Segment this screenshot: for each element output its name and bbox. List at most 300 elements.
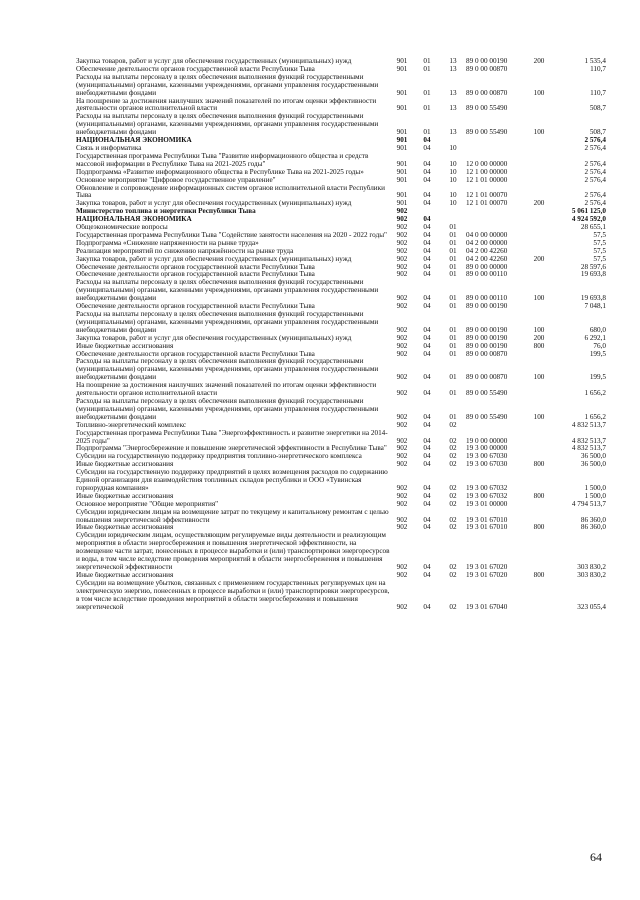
expense-name-cell: Иные бюджетные ассигнования	[76, 461, 174, 469]
expense-type-cell: 800	[533, 342, 545, 350]
expense-type-cell	[528, 224, 550, 232]
table-row	[76, 501, 606, 509]
section-code-cell: 01	[423, 65, 431, 73]
expense-type-cell	[528, 240, 550, 248]
department-code-cell: 901	[396, 128, 408, 137]
expense-name-cell: Расходы на выплаты персоналу в целях обеспечения выполнения функций государственными (муниципальными) органами, казенными учреждениями, органами управления государственными внебюджетными фондами	[76, 311, 379, 334]
department-code-cell: 902	[396, 224, 408, 232]
amount-cell: 303 830,2	[577, 563, 606, 571]
expense-type-cell	[528, 430, 550, 446]
expense-type-cell	[528, 185, 550, 201]
table-row	[76, 524, 606, 532]
section-code-cell: 04	[423, 137, 431, 145]
target-article-cell	[466, 137, 528, 145]
expense-name-cell: Закупка товаров, работ и услуг для обеспечения государственных (муниципальных) нужд	[76, 334, 352, 342]
expense-type-cell	[528, 469, 550, 493]
amount-cell: 2 576,4	[584, 159, 606, 168]
department-code-cell: 902	[396, 325, 408, 334]
table-row	[76, 461, 606, 469]
target-article-cell: 89 0 00 00870	[466, 350, 508, 358]
expense-type-cell	[528, 169, 550, 177]
target-article-cell: 89 0 00 00870	[466, 373, 508, 382]
table-row	[76, 137, 606, 145]
amount-cell: 680,0	[589, 325, 606, 334]
expense-name-cell: Подпрограмма "Энергосбережение и повышение энергетической эффективности в Республике Тыва"	[76, 445, 387, 453]
table-row	[76, 445, 606, 453]
expense-type-cell	[528, 153, 550, 169]
expense-name-cell: Обеспечение деятельности органов государственной власти Республики Тыва	[76, 303, 315, 311]
section-code-cell: 04	[423, 294, 431, 303]
subsection-code-cell: 01	[449, 303, 457, 311]
amount-cell: 57,5	[593, 231, 606, 239]
subsection-code-cell: 10	[449, 159, 457, 168]
table-row	[76, 248, 606, 256]
budget-table	[76, 58, 606, 611]
target-article-cell: 19 3 01 67010	[466, 524, 508, 532]
amount-cell: 1 656,2	[584, 389, 606, 398]
department-code-cell: 902	[396, 421, 408, 429]
section-code-cell: 04	[423, 412, 431, 421]
expense-type-cell: 800	[533, 492, 545, 500]
amount-cell: 28 597,6	[580, 263, 606, 271]
department-code-cell: 902	[396, 373, 408, 382]
expense-type-cell	[528, 303, 550, 311]
department-code-cell: 901	[396, 104, 408, 113]
table-row	[76, 240, 606, 248]
table-row	[76, 256, 606, 264]
target-article-cell: 89 0 00 00190	[466, 58, 508, 65]
expense-name-cell: Основное мероприятие "Цифровое государственное управление"	[76, 176, 276, 184]
table-row	[76, 74, 606, 98]
subsection-code-cell: 02	[449, 602, 457, 611]
section-code-cell: 04	[423, 350, 431, 358]
subsection-code-cell: 02	[449, 563, 457, 571]
department-code-cell: 901	[396, 191, 408, 200]
section-code-cell: 04	[423, 231, 431, 239]
expense-name-cell: Государственная программа Республики Тыва "Развитие информационного общества и средств массовой информации в Республике Тыва на 2021-2025 годы"	[76, 152, 369, 168]
target-article-cell: 19 3 00 67032	[466, 483, 508, 492]
subsection-code-cell: 02	[449, 445, 457, 453]
expense-name-cell: Подпрограмма «Снижение напряженности на рынке труда»	[76, 239, 259, 247]
target-article-cell	[466, 216, 528, 224]
department-code-cell: 901	[396, 144, 408, 152]
amount-cell: 2 576,4	[584, 168, 606, 176]
subsection-code-cell: 13	[449, 58, 457, 65]
target-article-cell: 89 0 00 55490	[466, 389, 508, 398]
amount-cell: 199,5	[589, 373, 606, 382]
target-article-cell: 89 0 00 55490	[466, 128, 508, 137]
expense-type-cell: 100	[533, 88, 545, 97]
amount-cell: 57,5	[593, 255, 606, 263]
department-code-cell: 902	[396, 436, 408, 445]
table-row	[76, 185, 606, 201]
table-row	[76, 264, 606, 272]
table-row	[76, 311, 606, 335]
expense-type-cell: 200	[533, 200, 545, 208]
table-row	[76, 469, 606, 493]
subsection-code-cell: 01	[449, 231, 457, 239]
table-row	[76, 358, 606, 382]
expense-type-cell	[528, 532, 550, 572]
expense-name-cell: Основное мероприятие "Общие мероприятия"	[76, 500, 219, 508]
section-code-cell: 01	[423, 58, 431, 65]
department-code-cell: 902	[396, 602, 408, 611]
target-article-cell: 19 3 01 67020	[466, 563, 508, 571]
target-article-cell: 19 3 01 67010	[466, 515, 508, 524]
expense-type-cell	[528, 98, 550, 114]
target-article-cell	[466, 224, 528, 232]
amount-cell: 57,5	[593, 247, 606, 255]
expense-name-cell: На поощрение за достижения наилучших значений показателей по итогам оценки эффективности деятельности органов исполнительной власти	[76, 382, 377, 398]
expense-type-cell: 100	[533, 325, 545, 334]
table-row	[76, 303, 606, 311]
expense-name-cell: Топливно-энергетический комплекс	[76, 421, 187, 429]
expense-name-cell: Иные бюджетные ассигнования	[76, 492, 174, 500]
department-code-cell: 902	[396, 231, 408, 239]
section-code-cell: 04	[423, 263, 431, 271]
subsection-code-cell: 02	[449, 571, 457, 579]
target-article-cell: 89 0 00 00190	[466, 325, 508, 334]
expense-name-cell: Общеэкономические вопросы	[76, 224, 168, 232]
expense-name-cell: Министерство топлива и энергетики Республики Тыва	[76, 208, 256, 216]
table-row	[76, 509, 606, 525]
table-row	[76, 113, 606, 137]
expense-type-cell: 200	[533, 255, 545, 263]
section-code-cell: 04	[423, 325, 431, 334]
section-code-cell: 04	[423, 303, 431, 311]
budget-table-body	[76, 58, 606, 611]
subsection-code-cell: 02	[449, 461, 457, 469]
amount-cell: 7 048,1	[584, 303, 606, 311]
subsection-code-cell: 01	[449, 247, 457, 255]
expense-name-cell: Иные бюджетные ассигнования	[76, 524, 174, 532]
expense-name-cell: НАЦИОНАЛЬНАЯ ЭКОНОМИКА	[76, 137, 192, 145]
amount-cell: 303 830,2	[577, 571, 606, 579]
department-code-cell: 902	[396, 515, 408, 524]
table-row	[76, 177, 606, 185]
target-article-cell: 19 3 00 67030	[466, 461, 508, 469]
amount-cell: 2 576,4	[584, 200, 606, 208]
target-article-cell: 12 1 01 00070	[466, 191, 508, 200]
expense-type-cell	[528, 509, 550, 525]
section-code-cell: 04	[423, 421, 431, 429]
amount-cell: 1 500,0	[584, 483, 606, 492]
department-code-cell: 901	[396, 168, 408, 176]
amount-cell: 6 292,1	[584, 334, 606, 342]
subsection-code-cell: 01	[449, 271, 457, 279]
target-article-cell: 89 0 00 00870	[466, 88, 508, 97]
target-article-cell: 04 2 00 00000	[466, 239, 508, 247]
expense-name-cell: Обеспечение деятельности органов государственной власти Республики Тыва	[76, 65, 315, 73]
subsection-code-cell: 02	[449, 436, 457, 445]
expense-type-cell	[528, 501, 550, 509]
expense-name-cell: Расходы на выплаты персоналу в целях обеспечения выполнения функций государственными (муниципальными) органами, казенными учреждениями, органами управления государственными внебюджетными фондами	[76, 279, 379, 303]
target-article-cell: 19 0 00 00000	[466, 436, 508, 445]
subsection-code-cell: 01	[449, 255, 457, 263]
target-article-cell: 04 2 00 42260	[466, 255, 508, 263]
expense-name-cell: Обеспечение деятельности органов государственной власти Республики Тыва	[76, 271, 315, 279]
expense-type-cell: 100	[533, 294, 545, 303]
section-code-cell: 04	[423, 334, 431, 342]
section-code-cell: 04	[423, 492, 431, 500]
target-article-cell: 12 1 01 00070	[466, 200, 508, 208]
expense-name-cell: Закупка товаров, работ и услуг для обеспечения государственных (муниципальных) нужд	[76, 255, 352, 263]
page-number: 64	[590, 850, 602, 864]
section-code-cell: 04	[423, 168, 431, 176]
expense-name-cell: На поощрение за достижения наилучших значений показателей по итогам оценки эффективности деятельности органов исполнительной власти	[76, 97, 377, 113]
subsection-code-cell	[440, 137, 466, 145]
table-row	[76, 224, 606, 232]
amount-cell: 19 693,8	[580, 294, 606, 303]
subsection-code-cell: 01	[449, 263, 457, 271]
expense-name-cell: Обеспечение деятельности органов государственной власти Республики Тыва	[76, 350, 315, 358]
section-code-cell	[414, 208, 440, 216]
expense-type-cell	[528, 208, 550, 216]
amount-cell: 199,5	[589, 350, 606, 358]
expense-type-cell	[528, 351, 550, 359]
expense-type-cell	[528, 66, 550, 74]
subsection-code-cell: 02	[449, 421, 457, 429]
table-row	[76, 58, 606, 66]
target-article-cell: 19 3 00 67030	[466, 453, 508, 461]
expense-name-cell: Иные бюджетные ассигнования	[76, 571, 174, 579]
amount-cell: 110,7	[590, 88, 606, 97]
department-code-cell: 902	[396, 571, 408, 579]
department-code-cell: 902	[396, 524, 408, 532]
table-row	[76, 572, 606, 580]
amount-cell: 2 576,4	[584, 191, 606, 200]
table-row	[76, 145, 606, 153]
section-code-cell: 04	[423, 191, 431, 200]
expense-name-cell: Подпрограмма «Развитие информационного общества в Республике Тыва на 2021-2025 годы»	[76, 168, 364, 176]
expense-type-cell	[528, 248, 550, 256]
target-article-cell	[466, 422, 528, 430]
subsection-code-cell: 01	[449, 342, 457, 350]
subsection-code-cell	[440, 216, 466, 224]
section-code-cell: 04	[423, 483, 431, 492]
amount-cell: 86 360,0	[580, 515, 606, 524]
table-row	[76, 422, 606, 430]
table-row	[76, 343, 606, 351]
amount-cell: 4 832 513,7	[571, 445, 606, 453]
table-row	[76, 98, 606, 114]
department-code-cell: 902	[396, 303, 408, 311]
department-code-cell: 902	[396, 263, 408, 271]
department-code-cell: 901	[396, 159, 408, 168]
department-code-cell: 901	[396, 65, 408, 73]
department-code-cell: 902	[396, 239, 408, 247]
amount-cell: 508,7	[589, 104, 606, 113]
expense-name-cell: Закупка товаров, работ и услуг для обеспечения государственных (муниципальных) нужд	[76, 200, 352, 208]
amount-cell: 4 794 513,7	[571, 500, 606, 508]
subsection-code-cell: 01	[449, 325, 457, 334]
subsection-code-cell: 02	[449, 524, 457, 532]
target-article-cell: 19 3 00 67032	[466, 492, 508, 500]
expense-type-cell: 800	[533, 524, 545, 532]
expense-type-cell: 200	[533, 58, 545, 65]
department-code-cell: 902	[396, 563, 408, 571]
subsection-code-cell: 13	[449, 65, 457, 73]
department-code-cell: 902	[396, 334, 408, 342]
department-code-cell: 902	[396, 255, 408, 263]
amount-cell: 4 832 513,7	[571, 421, 606, 429]
subsection-code-cell: 01	[449, 389, 457, 398]
subsection-code-cell: 02	[449, 453, 457, 461]
department-code-cell: 901	[396, 88, 408, 97]
section-code-cell: 04	[423, 445, 431, 453]
section-code-cell: 04	[423, 224, 431, 232]
subsection-code-cell: 13	[449, 88, 457, 97]
expense-name-cell: Субсидии юридическим лицам, осуществляющим регулируемые виды деятельности и реализующим мероприятия в области энергосбережения и повышения энергетической эффективности, на возмещение части затрат, понесенных в процессе выработки и (или) транспортировки энергоресурсов и воды, в том числе вследствие проведения мероприятий в области энергосбережения и повышения энергетической эффективности	[76, 532, 390, 571]
amount-cell: 1 500,0	[584, 492, 606, 500]
table-row	[76, 66, 606, 74]
section-code-cell: 01	[423, 128, 431, 137]
target-article-cell	[466, 208, 528, 216]
section-code-cell: 04	[423, 461, 431, 469]
section-code-cell: 04	[423, 500, 431, 508]
target-article-cell: 19 3 01 00000	[466, 500, 508, 508]
department-code-cell: 902	[396, 483, 408, 492]
expense-type-cell	[528, 445, 550, 453]
department-code-cell: 902	[396, 342, 408, 350]
department-code-cell: 902	[396, 216, 408, 224]
section-code-cell: 04	[423, 255, 431, 263]
expense-name-cell: Закупка товаров, работ и услуг для обеспечения государственных (муниципальных) нужд	[76, 58, 352, 65]
expense-name-cell: Государственная программа Республики Тыва "Энергоэффективность и развитие энергетики на 2014-2025 годы"	[76, 429, 388, 445]
table-row	[76, 216, 606, 224]
target-article-cell: 19 3 01 67020	[466, 571, 508, 579]
subsection-code-cell: 01	[449, 373, 457, 382]
section-code-cell: 04	[423, 239, 431, 247]
expense-name-cell: Субсидии на возмещение убытков, связанных с применением государственных регулируемых цен на электрическую энергию, понесенных в процессе выработки и (или) транспортировки энергоресурсов, в том числе вследствие проведения мероприятий в области энергосбережения и повышения энергетической	[76, 579, 390, 611]
amount-cell: 36 500,0	[580, 453, 606, 461]
target-article-cell: 04 0 00 00000	[466, 231, 508, 239]
subsection-code-cell: 13	[449, 104, 457, 113]
amount-cell: 86 360,0	[580, 524, 606, 532]
expense-type-cell	[528, 145, 550, 153]
table-row	[76, 430, 606, 446]
amount-cell: 36 500,0	[580, 461, 606, 469]
section-code-cell: 01	[423, 88, 431, 97]
amount-cell: 5 061 125,0	[571, 208, 606, 216]
department-code-cell: 902	[396, 492, 408, 500]
subsection-code-cell: 01	[449, 239, 457, 247]
table-row	[76, 271, 606, 279]
subsection-code-cell: 10	[449, 191, 457, 200]
expense-name-cell: Обеспечение деятельности органов государственной власти Республики Тыва	[76, 263, 315, 271]
section-code-cell: 01	[423, 104, 431, 113]
department-code-cell: 902	[396, 412, 408, 421]
department-code-cell: 902	[396, 271, 408, 279]
target-article-cell: 19 3 00 00000	[466, 445, 508, 453]
subsection-code-cell: 02	[449, 500, 457, 508]
subsection-code-cell: 10	[449, 200, 457, 208]
department-code-cell: 901	[396, 176, 408, 184]
target-article-cell: 12 1 00 00000	[466, 168, 508, 176]
expense-name-cell: Расходы на выплаты персоналу в целях обеспечения выполнения функций государственными (муниципальными) органами, казенными учреждениями, органами управления государственными внебюджетными фондами	[76, 358, 379, 382]
section-code-cell: 04	[423, 436, 431, 445]
table-row	[76, 453, 606, 461]
department-code-cell: 902	[396, 294, 408, 303]
expense-type-cell: 800	[533, 461, 545, 469]
amount-cell: 76,0	[593, 342, 606, 350]
target-article-cell: 89 0 00 00190	[466, 342, 508, 350]
expense-name-cell: Реализация мероприятий по снижению напряжённости на рынке труда	[76, 247, 294, 255]
expense-name-cell: Расходы на выплаты персоналу в целях обеспечения выполнения функций государственными (муниципальными) органами, казенными учреждениями, органами управления государственными внебюджетными фондами	[76, 113, 379, 137]
subsection-code-cell: 02	[449, 483, 457, 492]
section-code-cell: 04	[423, 524, 431, 532]
table-row	[76, 398, 606, 422]
amount-cell: 4 832 513,7	[571, 436, 606, 445]
amount-cell: 2 576,4	[584, 137, 606, 145]
target-article-cell	[466, 145, 528, 153]
target-article-cell: 89 0 00 00190	[466, 334, 508, 342]
subsection-code-cell: 10	[449, 176, 457, 184]
expense-name-cell: Субсидии на государственную поддержку предприятия топливно-энергетического комплекса	[76, 453, 362, 461]
section-code-cell: 04	[423, 453, 431, 461]
subsection-code-cell: 10	[449, 144, 457, 152]
target-article-cell: 19 3 01 67040	[466, 602, 508, 611]
target-article-cell: 12 0 00 00000	[466, 159, 508, 168]
amount-cell: 508,7	[589, 128, 606, 137]
expense-name-cell: Государственная программа Республики Тыва "Содействие занятости населения на 2020 - 2022 годы"	[76, 231, 387, 239]
expense-type-cell	[528, 177, 550, 185]
target-article-cell: 89 0 00 55490	[466, 412, 508, 421]
table-row	[76, 279, 606, 303]
amount-cell: 57,5	[593, 239, 606, 247]
section-code-cell: 04	[423, 342, 431, 350]
target-article-cell: 12 1 01 00000	[466, 176, 508, 184]
expense-type-cell: 100	[533, 373, 545, 382]
expense-type-cell	[528, 580, 550, 612]
department-code-cell: 901	[396, 58, 408, 65]
expense-name-cell: Обновление и сопровождение информационных систем органов исполнительной власти Республики Тыва	[76, 184, 385, 200]
target-article-cell: 89 0 00 00000	[466, 263, 508, 271]
amount-cell: 19 693,8	[580, 271, 606, 279]
amount-cell: 28 655,1	[580, 224, 606, 232]
table-row	[76, 153, 606, 169]
department-code-cell: 901	[396, 200, 408, 208]
department-code-cell: 902	[396, 500, 408, 508]
table-row	[76, 208, 606, 216]
target-article-cell: 89 0 00 00110	[466, 294, 508, 303]
table-row	[76, 232, 606, 240]
section-code-cell: 04	[423, 515, 431, 524]
table-row	[76, 169, 606, 177]
expense-type-cell	[528, 271, 550, 279]
amount-cell: 2 576,4	[584, 144, 606, 152]
expense-type-cell: 100	[533, 412, 545, 421]
department-code-cell: 902	[396, 453, 408, 461]
section-code-cell: 04	[423, 159, 431, 168]
department-code-cell: 902	[396, 445, 408, 453]
expense-type-cell	[528, 453, 550, 461]
subsection-code-cell: 02	[449, 492, 457, 500]
expense-name-cell: Субсидии на государственную поддержку предприятий в целях возмещения расходов по содержанию Единой организации для взаимодействия топливных складов республики и ООО «Тувинская горнорудная компания»	[76, 469, 388, 492]
target-article-cell: 89 0 00 00870	[466, 65, 508, 73]
section-code-cell: 04	[423, 247, 431, 255]
section-code-cell: 04	[423, 389, 431, 398]
section-code-cell: 04	[423, 373, 431, 382]
expense-type-cell	[528, 232, 550, 240]
expense-type-cell: 800	[533, 571, 545, 579]
expense-name-cell: НАЦИОНАЛЬНАЯ ЭКОНОМИКА	[76, 216, 192, 224]
expense-type-cell	[528, 264, 550, 272]
department-code-cell: 902	[396, 208, 408, 216]
amount-cell: 4 924 592,0	[571, 216, 606, 224]
expense-type-cell: 100	[533, 128, 545, 137]
amount-cell: 110,7	[590, 65, 606, 73]
